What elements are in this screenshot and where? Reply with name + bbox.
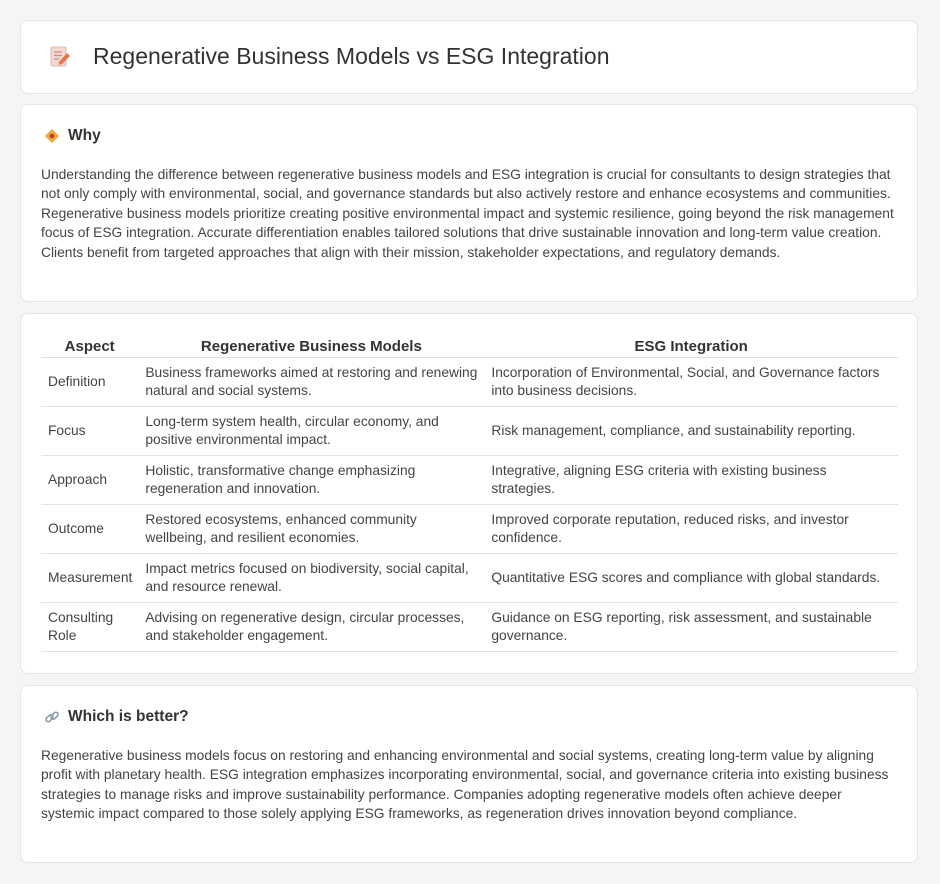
esg-cell: Incorporation of Environmental, Social, and Governance factors into business decisions. <box>484 358 898 407</box>
why-text: Understanding the difference between regenerative business models and ESG integration is crucial for consultants to design strategies that not only comply with environmental, social, and governance standards but also actively restore and enhance ecosystems and communities. Regenerative business models prioritize creating positive environmental impact and systemic resilience, going beyond the risk management focus of ESG integration. Accurate differentiation enables tailored solutions that drive sustainable innovation and long-term value creation. Clients benefit from targeted approaches that align with their mission, stakeholder expectations, and regulatory demands. <box>41 167 894 260</box>
esg-cell: Quantitative ESG scores and compliance with global standards. <box>484 554 898 603</box>
esg-cell: Improved corporate reputation, reduced risks, and investor confidence. <box>484 505 898 554</box>
which-is-better-title: Which is better? <box>68 708 189 725</box>
aspect-cell: Definition <box>41 358 138 407</box>
regenerative-cell: Business frameworks aimed at restoring and renewing natural and social systems. <box>138 358 484 407</box>
aspect-cell: Focus <box>41 407 138 456</box>
table-row <box>41 603 898 652</box>
regenerative-cell: Impact metrics focused on biodiversity, social capital, and resource renewal. <box>138 554 484 603</box>
column-header-aspect: Aspect <box>41 334 138 358</box>
aspect-cell: Measurement <box>41 554 138 603</box>
table-header-row <box>41 334 898 358</box>
why-title: Why <box>68 127 101 144</box>
regenerative-cell: Restored ecosystems, enhanced community wellbeing, and resilient economies. <box>138 505 484 554</box>
esg-cell: Integrative, aligning ESG criteria with existing business strategies. <box>484 456 898 505</box>
table-row <box>41 456 898 505</box>
aspect-cell: Approach <box>41 456 138 505</box>
column-header-esg: ESG Integration <box>484 334 898 358</box>
table-row <box>41 505 898 554</box>
page-title: Regenerative Business Models vs ESG Integration <box>93 43 610 69</box>
regenerative-cell: Holistic, transformative change emphasizing regeneration and innovation. <box>138 456 484 505</box>
which-is-better-section <box>20 685 918 863</box>
link-icon <box>43 708 61 726</box>
document-pencil-icon <box>47 44 73 70</box>
regenerative-cell: Long-term system health, circular economy, and positive environmental impact. <box>138 407 484 456</box>
regenerative-cell: Advising on regenerative design, circular processes, and stakeholder engagement. <box>138 603 484 652</box>
column-header-regenerative: Regenerative Business Models <box>138 334 484 358</box>
table-row <box>41 407 898 456</box>
aspect-cell: Outcome <box>41 505 138 554</box>
aspect-cell: Consulting Role <box>41 603 138 652</box>
esg-cell: Risk management, compliance, and sustainability reporting. <box>484 407 898 456</box>
comparison-table <box>41 334 898 652</box>
comparison-table-card <box>20 313 918 674</box>
table-row <box>41 554 898 603</box>
diamond-icon <box>43 127 61 145</box>
esg-cell: Guidance on ESG reporting, risk assessment, and sustainable governance. <box>484 603 898 652</box>
header-card <box>20 20 918 94</box>
which-is-better-text: Regenerative business models focus on restoring and enhancing environmental and social systems, creating long-term value by aligning profit with planetary health. ESG integration emphasizes incorporating environmental, social, and governance criteria into existing business strategies to manage risks and improve sustainability performance. Companies adopting regenerative models often achieve deeper systemic impact compared to those solely applying ESG frameworks, as regeneration drives innovation beyond compliance. <box>41 748 889 822</box>
table-row <box>41 358 898 407</box>
why-section <box>20 104 918 302</box>
